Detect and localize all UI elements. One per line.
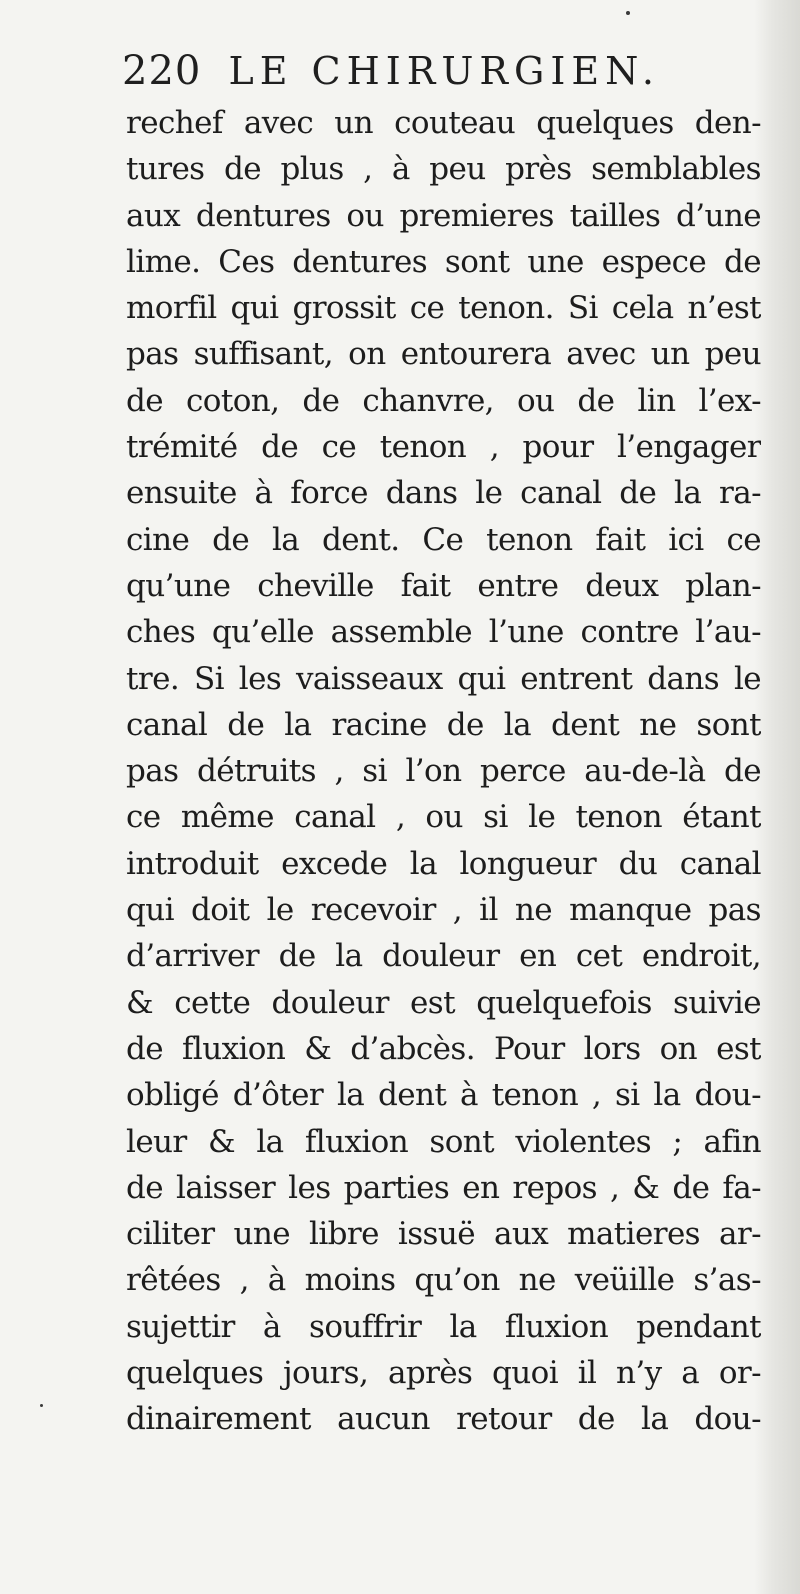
text-line: pas suffisant, on entourera avec un peu: [126, 336, 761, 373]
text-line: tures de plus , à peu près semblables: [126, 151, 761, 188]
text-line: obligé d’ôter la dent à tenon , si la dou-: [126, 1077, 761, 1114]
text-line: & cette douleur est quelquefois suivie: [126, 984, 761, 1021]
text-line: ches qu’elle assemble l’une contre l’au-: [126, 614, 761, 651]
text-line: morfil qui grossit ce tenon. Si cela n’est: [126, 290, 761, 327]
text-line: d’arriver de la douleur en cet endroit,: [126, 938, 761, 975]
text-line: qui doit le recevoir , il ne manque pas: [126, 892, 761, 929]
text-line: trémité de ce tenon , pour l’engager: [126, 429, 761, 466]
text-line: aux dentures ou premieres tailles d’une: [126, 197, 761, 234]
body-text: [126, 100, 761, 1443]
ink-speck: [626, 11, 630, 15]
text-line: ciliter une libre issuë aux matieres ar-: [126, 1216, 761, 1253]
text-line: de laisser les parties en repos , & de fa-: [126, 1169, 761, 1206]
ink-speck: [40, 1404, 43, 1407]
text-line: introduit excede la longueur du canal: [126, 845, 761, 882]
text-line: tre. Si les vaisseaux qui entrent dans le: [126, 660, 761, 697]
text-line: qu’une cheville fait entre deux plan-: [126, 567, 761, 604]
text-line: ensuite à force dans le canal de la ra-: [126, 475, 761, 512]
text-line: lime. Ces dentures sont une espece de: [126, 243, 761, 280]
text-line: quelques jours, après quoi il n’y a or-: [126, 1355, 761, 1392]
text-line: rêtées , à moins qu’on ne veüille s’as-: [126, 1262, 761, 1299]
text-line: ce même canal , ou si le tenon étant: [126, 799, 761, 836]
text-line: pas détruits , si l’on perce au-de-là de: [126, 753, 761, 790]
text-line: canal de la racine de la dent ne sont: [126, 706, 761, 743]
running-head: LE CHIRURGIEN.: [228, 49, 660, 93]
text-line: rechef avec un couteau quelques den-: [126, 105, 761, 141]
text-line: dinairement aucun retour de la dou-: [126, 1401, 761, 1438]
text-line: cine de la dent. Ce tenon fait ici ce: [126, 521, 761, 558]
page-header: [122, 48, 702, 100]
page-number: 220: [122, 48, 202, 94]
text-line: sujettir à souffrir la fluxion pendant: [126, 1308, 761, 1345]
text-line: leur & la fluxion sont violentes ; afin: [126, 1123, 761, 1160]
text-line: de fluxion & d’abcès. Pour lors on est: [126, 1030, 761, 1067]
text-line: de coton, de chanvre, ou de lin l’ex-: [126, 382, 761, 419]
